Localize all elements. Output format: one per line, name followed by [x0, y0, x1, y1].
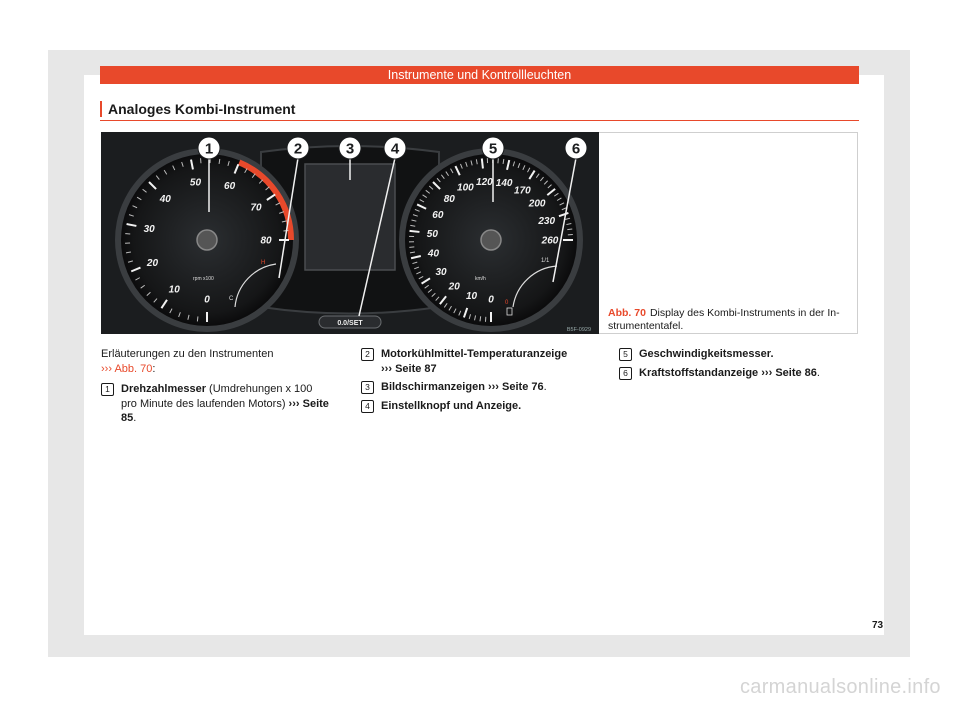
intro-paragraph [101, 347, 329, 376]
tacho-numeral: 40 [159, 193, 171, 205]
callout-6: 6 [571, 140, 581, 158]
speedo-numeral: 170 [514, 185, 531, 197]
item-page-link-2[interactable]: Seite 87 [395, 362, 437, 375]
section-title: Analoges Kombi-Instrument [100, 101, 295, 117]
callout-1: 1 [204, 140, 214, 158]
speedo-numeral: 10 [465, 291, 478, 303]
speedo-numeral: 230 [538, 216, 556, 228]
speedo-numeral: 260 [541, 235, 559, 247]
tacho-unit: rpm x100 [193, 276, 214, 282]
text-column-3 [619, 347, 859, 384]
tacho-minor-tick [197, 316, 198, 321]
item-arrow-6: ››› [761, 366, 773, 379]
tacho-numeral: 0 [204, 294, 210, 306]
fuel-mark-full: 1/1 [541, 258, 550, 264]
speedo-numeral: 140 [495, 177, 513, 189]
item-title-1: Drehzahlmesser [121, 383, 206, 395]
item-end-6: . [816, 366, 820, 379]
speedo-unit: km/h [475, 276, 486, 282]
item-title-3: Bildschirmanzeigen [381, 381, 485, 393]
item-number-1: 1 [101, 383, 114, 396]
caption-figure-ref: Abb. 70 [608, 307, 646, 319]
list-item-4 [361, 399, 591, 414]
item-title-5: Geschwindigkeitsmesser. [639, 348, 774, 360]
speedo-major-tick [482, 159, 483, 169]
item-number-3: 3 [361, 381, 374, 394]
tacho-numeral: 70 [250, 202, 262, 214]
callout-4: 4 [390, 140, 400, 158]
speedo-numeral: 0 [488, 294, 494, 306]
speedo-numeral: 120 [476, 176, 493, 188]
item-end-1: . [133, 412, 137, 424]
list-item-1 [101, 382, 329, 426]
list-item-6 [619, 366, 859, 381]
list-item-2 [361, 347, 591, 376]
list-item-5 [619, 347, 859, 362]
speedo-numeral: 60 [432, 209, 444, 221]
speedo-minor-tick [567, 229, 572, 230]
watermark: carmanualsonline.info [740, 676, 941, 698]
figure-caption [608, 307, 852, 332]
fuel-mark-empty: 0 [505, 300, 509, 306]
temp-mark-hot: H [261, 260, 266, 266]
tacho-numeral: 60 [224, 180, 236, 192]
text-column-2 [361, 347, 591, 417]
item-number-4: 4 [361, 400, 374, 413]
item-number-2: 2 [361, 348, 374, 361]
intro-arrow: ››› [101, 362, 112, 375]
callout-5: 5 [488, 140, 498, 158]
item-arrow-3: ››› [487, 381, 499, 393]
list-item-3 [361, 380, 591, 395]
speedo-numeral: 50 [426, 228, 438, 240]
item-page-link-6[interactable]: Seite 86 [775, 366, 817, 379]
intro-figure-link[interactable]: Abb. 70 [114, 362, 153, 375]
item-arrow-2: ››› [381, 362, 392, 375]
intro-colon: : [152, 362, 156, 375]
tacho-numeral: 50 [189, 177, 202, 189]
item-page-link-3[interactable]: Seite 76 [502, 381, 544, 393]
cluster-illustration [101, 132, 599, 334]
title-rule [100, 120, 859, 121]
figure-code: B5F-0929 [566, 327, 591, 333]
item-end-3: . [543, 381, 547, 393]
tacho-numeral: 10 [168, 284, 180, 296]
tachometer-dial [115, 148, 299, 332]
instrument-cluster-figure [101, 132, 599, 334]
tacho-numeral: 30 [143, 223, 155, 235]
item-title-6: Kraftstoffstandanzeige [639, 366, 759, 379]
item-arrow-1: ››› [288, 397, 300, 410]
item-title-2: Motorkühlmittel-Temperaturanzeige [381, 348, 568, 360]
speedometer-dial [399, 148, 583, 332]
set-button-label: 0.0/SET [337, 320, 363, 327]
intro-text: Erläuterungen zu den Instrumenten [101, 348, 274, 360]
caption-box [599, 132, 858, 334]
speedo-numeral: 100 [457, 182, 474, 194]
speedo-major-tick [410, 231, 420, 232]
callout-3: 3 [345, 140, 355, 158]
speedo-numeral: 40 [427, 248, 440, 260]
item-title-4: Einstellknopf und Anzeige. [381, 399, 522, 412]
page-number: 73 [872, 620, 884, 631]
caption-text: Display des Kombi-Instruments in der Instrumententafel. [608, 307, 840, 332]
speedo-minor-tick [480, 316, 481, 321]
tacho-numeral: 80 [260, 235, 272, 247]
chapter-header: Instrumente und Kontrollleuchten [100, 66, 859, 84]
speedo-numeral: 200 [528, 198, 546, 210]
item-number-6: 6 [619, 367, 632, 380]
tacho-hub [197, 230, 217, 250]
speedo-numeral: 20 [448, 281, 460, 293]
item-number-5: 5 [619, 348, 632, 361]
item-text-1: (Umdrehungen x 100 pro Minute des laufenden Motors) [121, 383, 313, 410]
temp-mark-cold: C [229, 296, 234, 302]
speedo-numeral: 30 [435, 266, 447, 278]
tacho-numeral: 20 [146, 258, 159, 270]
callout-2: 2 [293, 140, 303, 158]
item-page-link-1[interactable]: Seite 85 [121, 397, 329, 424]
speedo-hub [481, 230, 501, 250]
speedo-numeral: 80 [443, 193, 455, 205]
text-column-1 [101, 347, 329, 430]
